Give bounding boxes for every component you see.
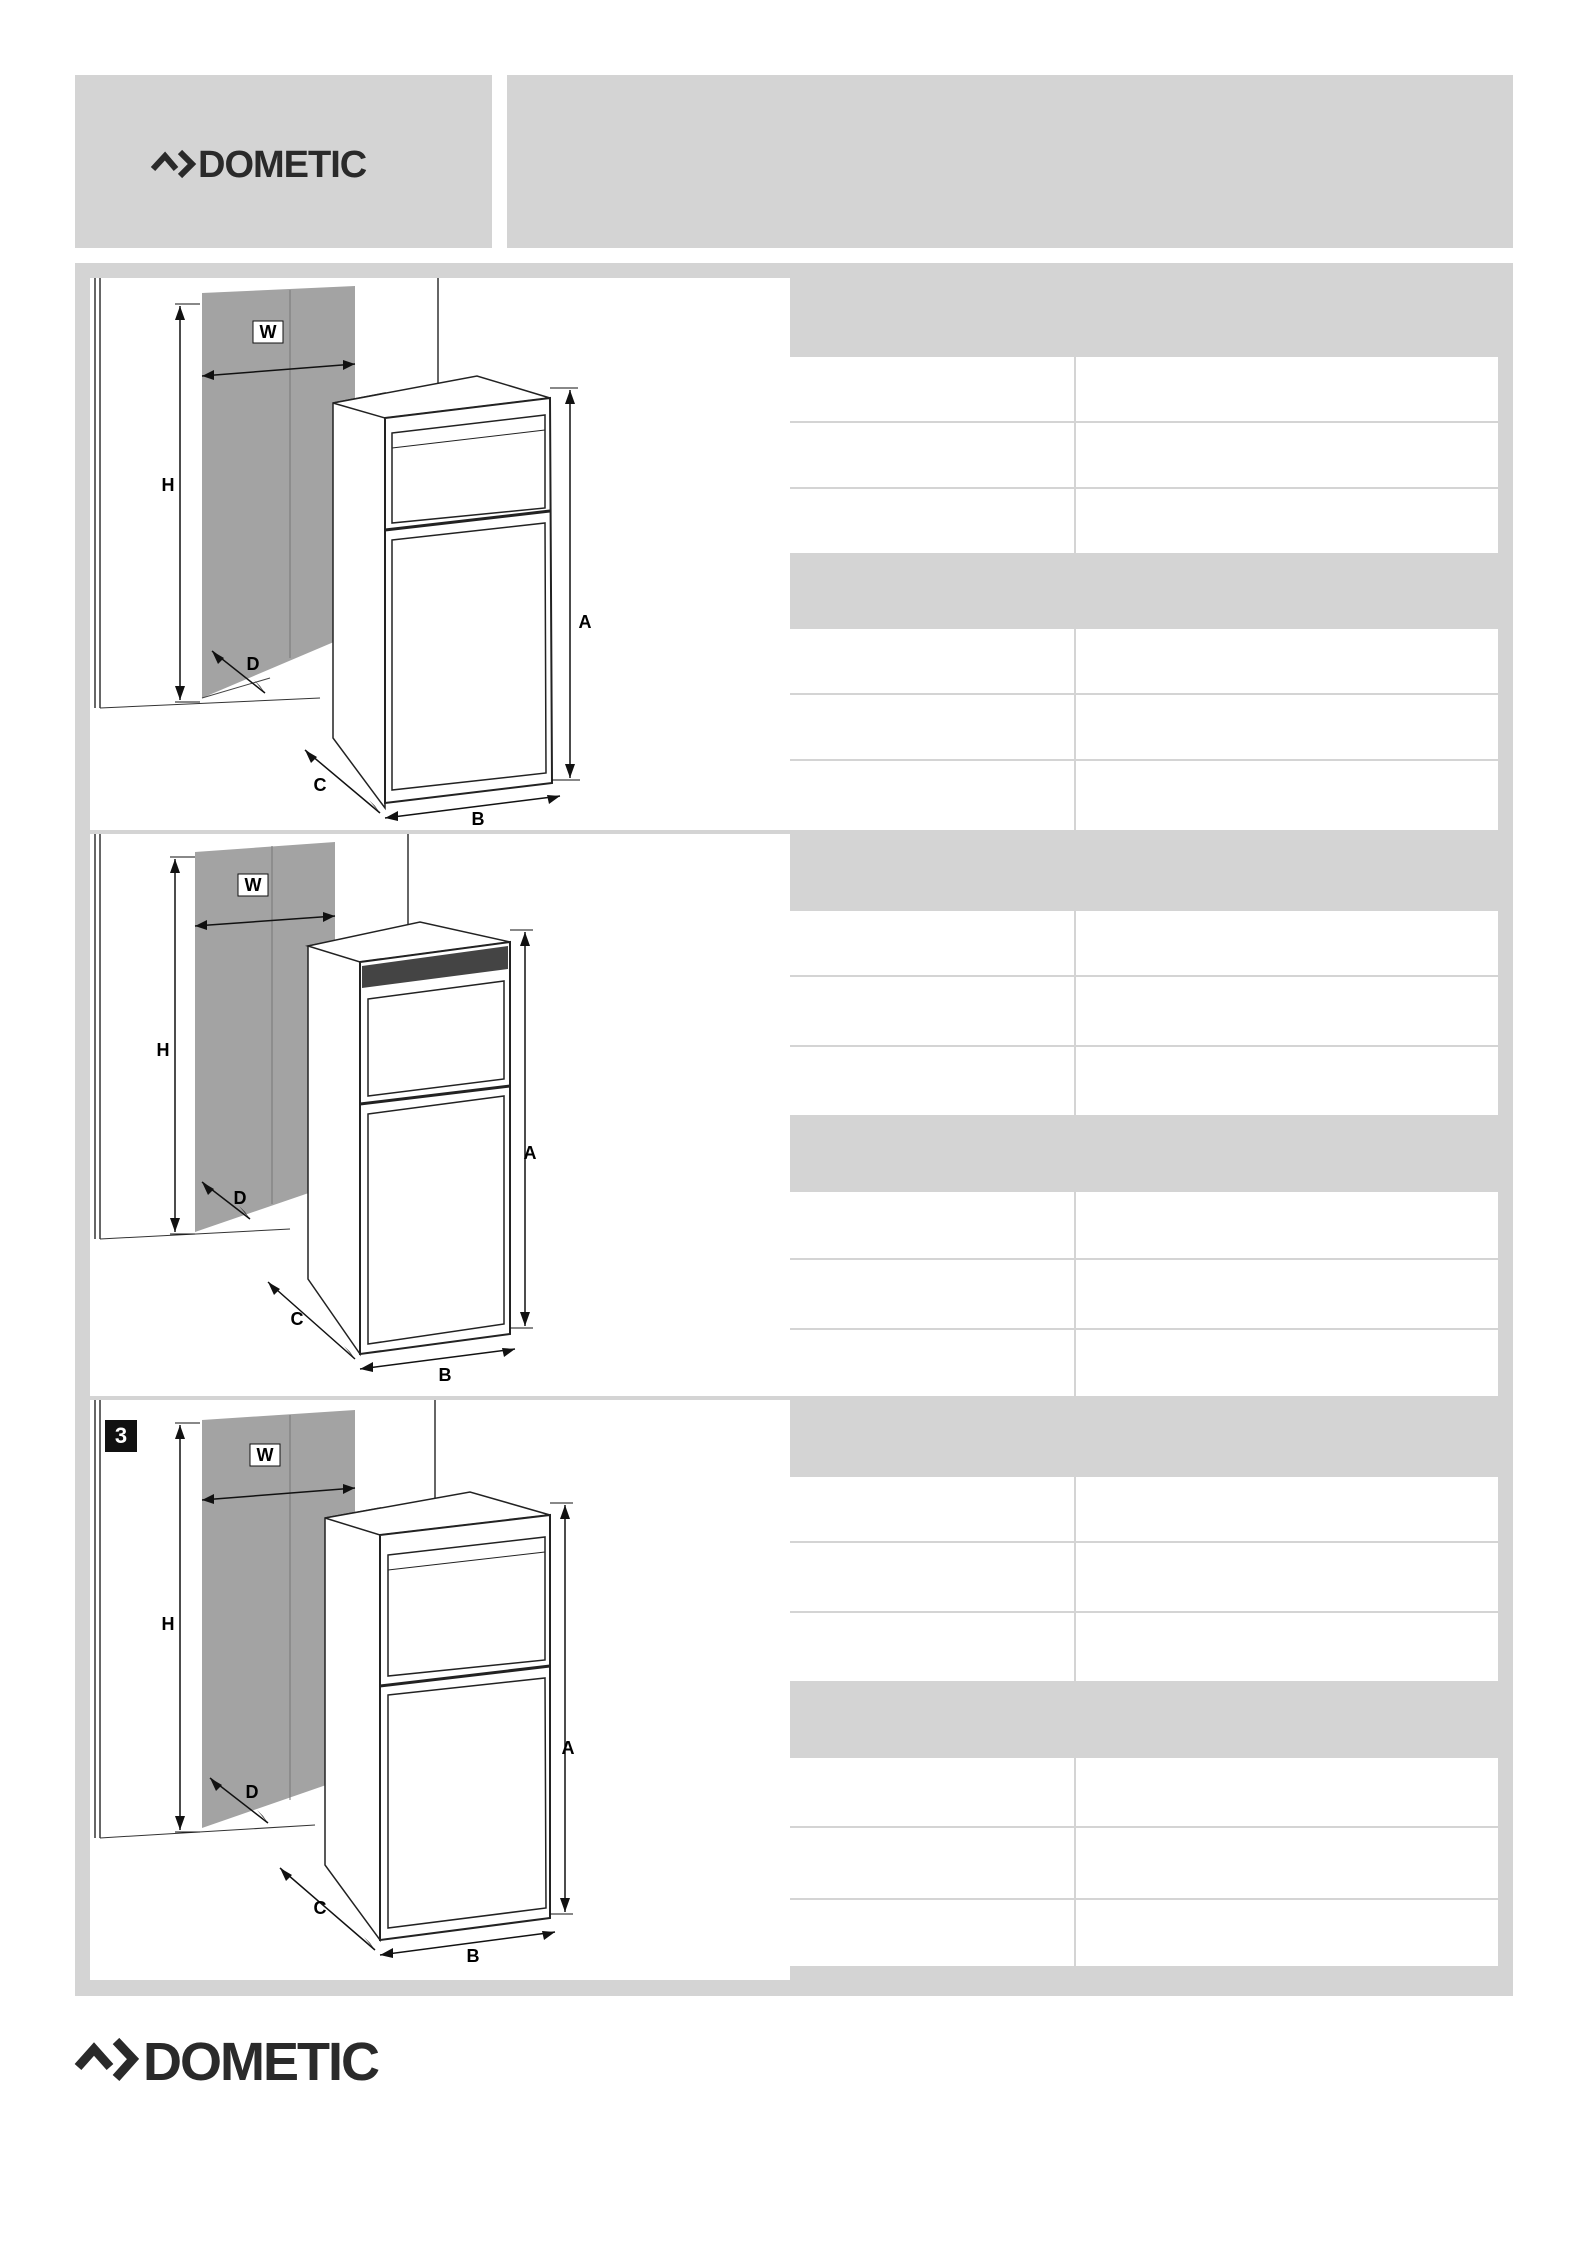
spec-cell-value [1076, 489, 1498, 553]
footer-logo [73, 2025, 473, 2095]
spec-cell-label [790, 1477, 1074, 1541]
spec-row [790, 977, 1498, 1045]
label-h: H [161, 475, 175, 495]
figure-number-badge: 3 [105, 1420, 137, 1452]
spec-cell-label [790, 489, 1074, 553]
label-h: H [161, 1614, 175, 1634]
label-c: C [313, 775, 327, 795]
spec-cell-label [790, 761, 1074, 830]
spec-cell-value [1076, 1543, 1498, 1611]
spec-section-header [790, 834, 1498, 909]
spec-row [790, 1900, 1498, 1966]
spec-cell-label [790, 423, 1074, 487]
label-d: D [233, 1188, 247, 1208]
spec-section-header [790, 278, 1498, 355]
spec-row [790, 1192, 1498, 1258]
spec-row [790, 911, 1498, 975]
label-a: A [523, 1143, 537, 1163]
label-c: C [290, 1309, 304, 1329]
spec-row [790, 761, 1498, 830]
header-logo-text: DOMETIC [198, 144, 367, 186]
spec-row [790, 357, 1498, 421]
fridge-installation-diagram [90, 1400, 788, 1980]
spec-row [790, 1543, 1498, 1611]
spec-row [790, 695, 1498, 759]
label-w: W [256, 1445, 274, 1465]
label-c: C [313, 1898, 327, 1918]
header-title-box [507, 75, 1513, 248]
footer-logo-text: DOMETIC [143, 2032, 378, 2092]
spec-row [790, 629, 1498, 693]
spec-cell-value [1076, 629, 1498, 693]
spec-cell-label [790, 911, 1074, 975]
spec-cell-label [790, 977, 1074, 1045]
spec-cell-label [790, 357, 1074, 421]
label-w: W [244, 875, 262, 895]
spec-cell-value [1076, 423, 1498, 487]
spec-row [790, 1758, 1498, 1826]
spec-cell-value [1076, 1758, 1498, 1826]
spec-section-header [790, 1681, 1498, 1756]
spec-row [790, 423, 1498, 487]
spec-table-3 [790, 1400, 1498, 1980]
spec-row [790, 1047, 1498, 1115]
spec-sheet-frame [75, 263, 1513, 1996]
label-a: A [561, 1738, 575, 1758]
fridge-installation-diagram [90, 834, 788, 1396]
figure-panel-2 [90, 834, 1498, 1396]
spec-cell-value [1076, 1900, 1498, 1966]
dometic-logo-icon [73, 2025, 473, 2095]
label-w: W [259, 322, 277, 342]
spec-cell-value [1076, 357, 1498, 421]
spec-cell-label [790, 1543, 1074, 1611]
spec-row [790, 489, 1498, 553]
label-h: H [156, 1040, 170, 1060]
fridge-illustration-2 [90, 834, 788, 1396]
header-logo-box [75, 75, 492, 248]
spec-cell-value [1076, 695, 1498, 759]
spec-cell-value [1076, 977, 1498, 1045]
figure-panel-1 [90, 278, 1498, 830]
spec-row [790, 1477, 1498, 1541]
spec-cell-label [790, 1047, 1074, 1115]
spec-cell-label [790, 1900, 1074, 1966]
label-b: B [438, 1365, 452, 1385]
spec-cell-label [790, 1192, 1074, 1258]
spec-cell-label [790, 1330, 1074, 1396]
spec-cell-label [790, 629, 1074, 693]
spec-cell-label [790, 1613, 1074, 1681]
label-b: B [466, 1946, 480, 1966]
spec-cell-value [1076, 1330, 1498, 1396]
label-d: D [245, 1782, 259, 1802]
fridge-illustration-3 [90, 1400, 788, 1980]
spec-cell-value [1076, 1260, 1498, 1328]
spec-cell-value [1076, 1047, 1498, 1115]
spec-row [790, 1330, 1498, 1396]
spec-cell-value [1076, 911, 1498, 975]
spec-cell-label [790, 1758, 1074, 1826]
spec-section-header [790, 555, 1498, 627]
label-a: A [578, 612, 592, 632]
spec-cell-label [790, 1260, 1074, 1328]
spec-section-header [790, 1115, 1498, 1190]
fridge-illustration-1 [90, 278, 788, 830]
spec-cell-value [1076, 1613, 1498, 1681]
label-b: B [471, 809, 485, 829]
spec-cell-value [1076, 761, 1498, 830]
spec-table-1 [790, 278, 1498, 830]
spec-cell-value [1076, 1828, 1498, 1898]
spec-row [790, 1828, 1498, 1898]
label-d: D [246, 654, 260, 674]
spec-cell-value [1076, 1192, 1498, 1258]
spec-table-2 [790, 834, 1498, 1396]
spec-cell-value [1076, 1477, 1498, 1541]
spec-row [790, 1260, 1498, 1328]
figure-panel-3 [90, 1400, 1498, 1980]
dometic-logo-icon [150, 139, 450, 189]
spec-section-header [790, 1400, 1498, 1475]
header-logo [150, 139, 450, 189]
fridge-installation-diagram [90, 278, 788, 830]
spec-cell-label [790, 695, 1074, 759]
spec-cell-label [790, 1828, 1074, 1898]
spec-row [790, 1613, 1498, 1681]
